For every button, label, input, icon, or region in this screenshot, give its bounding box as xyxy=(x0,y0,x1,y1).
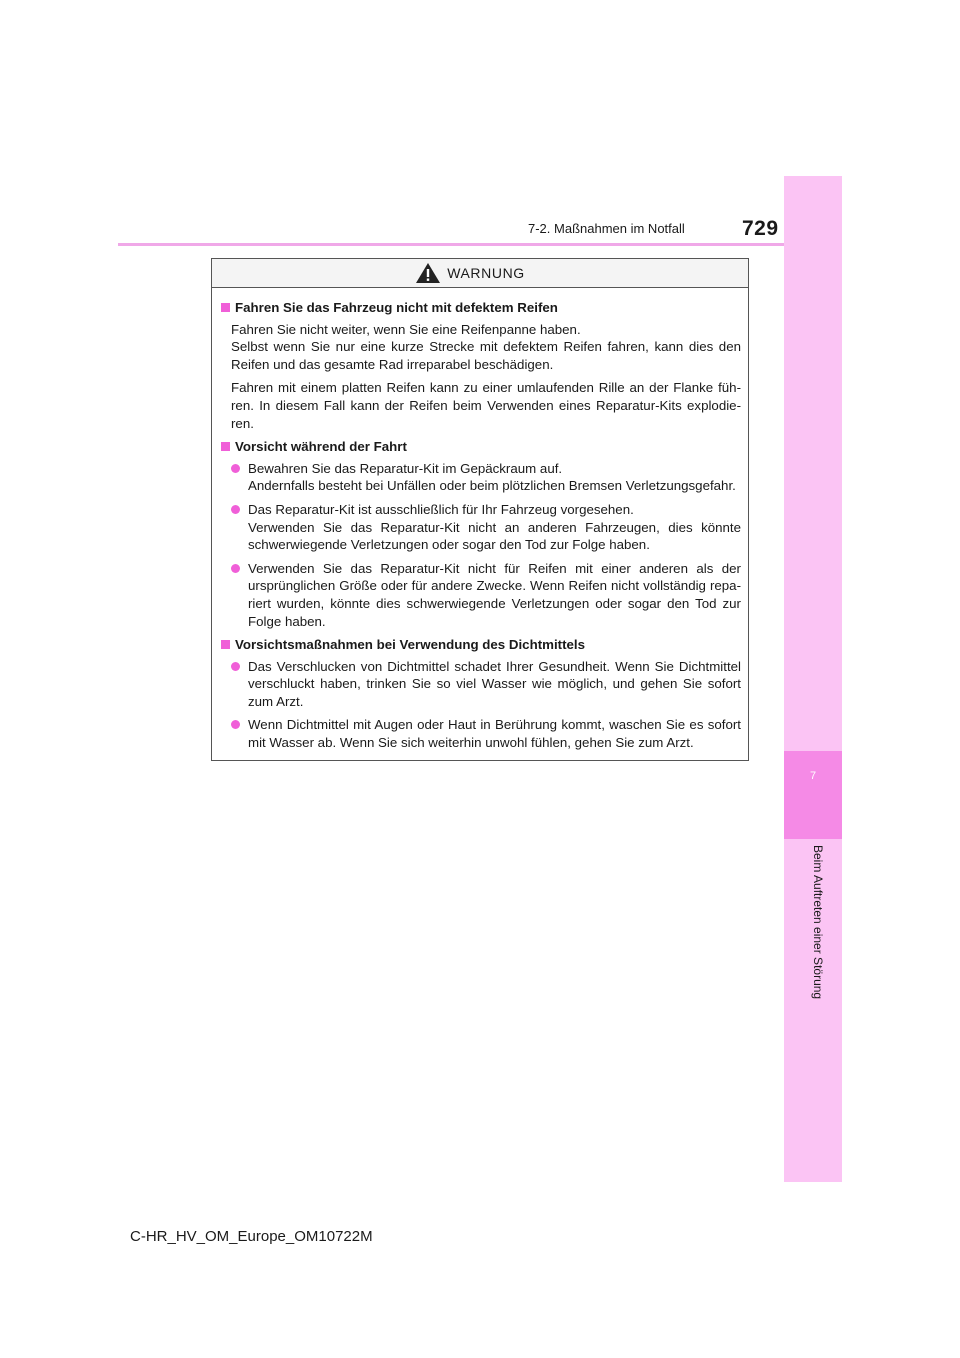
paragraph xyxy=(231,321,741,374)
chapter-number-box xyxy=(784,751,842,839)
section-title: 7-2. Maßnahmen im Notfall xyxy=(528,221,685,236)
bullet-item xyxy=(231,658,741,711)
bullet-text xyxy=(248,716,741,751)
chapter-number: 7 xyxy=(809,770,817,782)
warning-title: WARNUNG xyxy=(447,265,525,281)
dot-bullet-icon xyxy=(231,464,240,473)
square-bullet-icon xyxy=(221,640,230,649)
text-line: verschluckt haben, trinken Sie so viel Wasser wie möglich, und gehen Sie sofort xyxy=(248,676,741,692)
dot-bullet-icon xyxy=(231,564,240,573)
bullet-text xyxy=(248,501,741,554)
bullet-text xyxy=(248,460,741,495)
warning-section xyxy=(221,438,741,630)
text-line: Verwenden Sie das Reparatur-Kit nicht an anderen Fahrzeugen, dies könnte xyxy=(248,519,741,535)
chapter-label: Beim Auftreten einer Störung xyxy=(811,845,825,1000)
section-heading-text: Fahren Sie das Fahrzeug nicht mit defektem Reifen xyxy=(235,300,558,315)
text-line: Das Reparatur-Kit ist ausschließlich für Ihr Fahrzeug vorgesehen. xyxy=(248,501,634,517)
header-rule xyxy=(118,243,840,246)
text-line: Folge haben. xyxy=(248,613,326,629)
text-line: mit Wasser ab. Wenn Sie sich weiterhin unwohl fühlen, gehen Sie zum Arzt. xyxy=(248,735,694,751)
text-line: Verwenden Sie das Reparatur-Kit nicht für Reifen mit einer anderen als der xyxy=(248,560,741,576)
text-line: zum Arzt. xyxy=(248,693,304,709)
text-line: schwerwiegende Verletzungen oder sogar den Tod zur Folge haben. xyxy=(248,537,650,553)
text-line: ren. xyxy=(231,415,254,431)
warning-triangle-icon xyxy=(415,262,441,284)
bullet-item xyxy=(231,460,741,495)
bullet-item xyxy=(231,501,741,554)
square-bullet-icon xyxy=(221,442,230,451)
warning-section xyxy=(221,636,741,752)
text-line: ursprünglichen Größe oder für andere Zwecke. Wenn Reifen nicht vollständig repa- xyxy=(248,578,741,594)
section-heading-text: Vorsicht während der Fahrt xyxy=(235,439,407,455)
bullet-item xyxy=(231,716,741,751)
square-bullet-icon xyxy=(221,303,230,312)
text-line: Bewahren Sie das Reparatur-Kit im Gepäckraum auf. xyxy=(248,460,563,476)
section-heading xyxy=(221,636,741,654)
bullet-item xyxy=(231,560,741,630)
text-line: Fahren mit einem platten Reifen kann zu einer umlaufenden Rille an der Flanke füh- xyxy=(231,380,741,396)
bullet-text xyxy=(248,658,741,711)
paragraph xyxy=(231,379,741,432)
text-line: Andernfalls besteht bei Unfällen oder beim plötzlichen Bremsen Verletzungsgefahr. xyxy=(248,478,736,494)
warning-body xyxy=(212,288,748,752)
warning-section xyxy=(221,299,741,432)
dot-bullet-icon xyxy=(231,662,240,671)
dot-bullet-icon xyxy=(231,720,240,729)
section-heading xyxy=(221,438,741,456)
text-line: riert wurden, könnte dies schwerwiegende Verletzungen oder sogar den Tod zur xyxy=(248,595,741,611)
text-line: Fahren Sie nicht weiter, wenn Sie eine Reifenpanne haben. xyxy=(231,321,581,337)
text-line: Das Verschlucken von Dichtmittel schadet Ihrer Gesundheit. Wenn Sie Dichtmittel xyxy=(248,658,741,674)
document-code: C-HR_HV_OM_Europe_OM10722M xyxy=(130,1228,373,1245)
bullet-text xyxy=(248,560,741,630)
page-number: 729 xyxy=(742,217,779,240)
chapter-side-tab[interactable] xyxy=(784,176,842,1182)
warning-header xyxy=(212,259,748,288)
text-line: Reifen und das gesamte Rad irreparabel beschädigen. xyxy=(231,356,554,372)
section-heading-text: Vorsichtsmaßnahmen bei Verwendung des Dichtmittels xyxy=(235,637,585,653)
dot-bullet-icon xyxy=(231,505,240,514)
warning-box xyxy=(211,258,749,761)
text-line: ren. In diesem Fall kann der Reifen beim Verwenden eines Reparatur-Kits explodie- xyxy=(231,397,741,413)
section-heading xyxy=(221,299,741,317)
text-line: Selbst wenn Sie nur eine kurze Strecke mit defektem Reifen fahren, kann dies den xyxy=(231,339,741,355)
text-line: Wenn Dichtmittel mit Augen oder Haut in Berührung kommt, waschen Sie es sofort xyxy=(248,717,741,733)
